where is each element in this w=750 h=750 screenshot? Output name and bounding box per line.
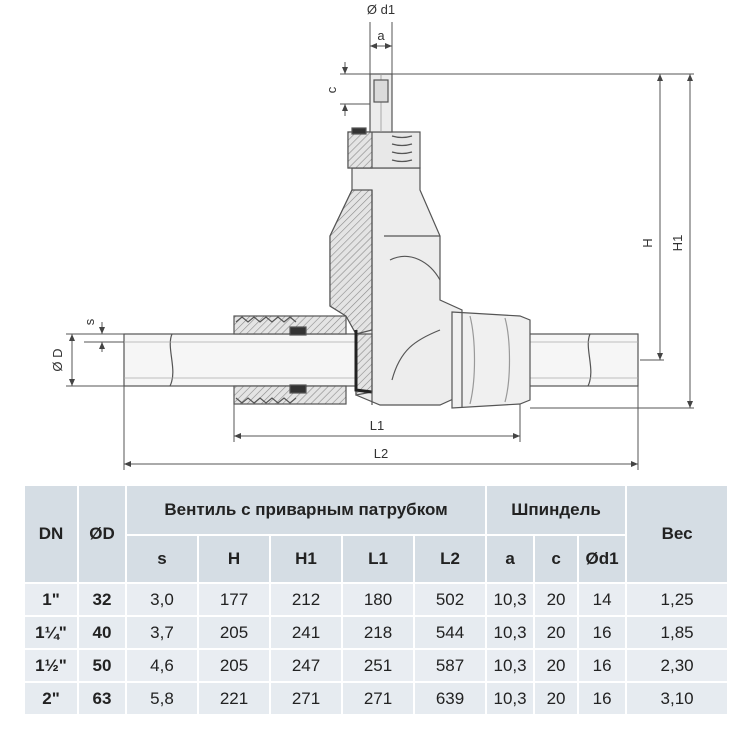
cell-h1: 271	[270, 682, 342, 715]
cell-h: 205	[198, 616, 270, 649]
pipe-right	[520, 334, 638, 386]
header-l2: L2	[414, 535, 486, 583]
cell-c: 20	[534, 682, 578, 715]
cell-s: 3,0	[126, 583, 198, 616]
cell-h1: 247	[270, 649, 342, 682]
label-s: s	[82, 318, 97, 326]
cell-dn: 1"	[24, 583, 78, 616]
header-group-spindle: Шпиндель	[486, 485, 626, 535]
bonnet-threads	[348, 128, 420, 168]
label-d: Ø D	[50, 348, 65, 372]
cell-s: 3,7	[126, 616, 198, 649]
cell-l2: 639	[414, 682, 486, 715]
header-group-valve: Вентиль с приварным патрубком	[126, 485, 486, 535]
cell-a: 10,3	[486, 649, 534, 682]
label-c: c	[324, 86, 339, 94]
header-l1: L1	[342, 535, 414, 583]
cell-c: 20	[534, 583, 578, 616]
label-l1: L1	[369, 418, 385, 433]
cell-od: 40	[78, 616, 126, 649]
label-d1: Ø d1	[366, 2, 396, 17]
cell-l2: 502	[414, 583, 486, 616]
table-row	[24, 616, 728, 649]
cell-h1: 241	[270, 616, 342, 649]
header-c: c	[534, 535, 578, 583]
cell-od: 63	[78, 682, 126, 715]
cell-d1: 16	[578, 616, 626, 649]
cell-weight: 3,10	[626, 682, 728, 715]
label-a: a	[377, 28, 385, 43]
cell-l1: 251	[342, 649, 414, 682]
cell-weight: 1,85	[626, 616, 728, 649]
cell-od: 32	[78, 583, 126, 616]
table-row	[24, 649, 728, 682]
cell-dn: 1¼"	[24, 616, 78, 649]
cell-a: 10,3	[486, 616, 534, 649]
cell-a: 10,3	[486, 682, 534, 715]
cell-l2: 587	[414, 649, 486, 682]
cell-s: 4,6	[126, 649, 198, 682]
label-h1: H1	[670, 234, 685, 252]
cell-h: 177	[198, 583, 270, 616]
header-d1: Ød1	[578, 535, 626, 583]
cell-h: 221	[198, 682, 270, 715]
cell-d1: 14	[578, 583, 626, 616]
cell-c: 20	[534, 616, 578, 649]
header-h: H	[198, 535, 270, 583]
header-h1: H1	[270, 535, 342, 583]
cell-od: 50	[78, 649, 126, 682]
cell-l2: 544	[414, 616, 486, 649]
cell-dn: 2"	[24, 682, 78, 715]
cell-d1: 16	[578, 682, 626, 715]
cell-h1: 212	[270, 583, 342, 616]
cell-a: 10,3	[486, 583, 534, 616]
cell-h: 205	[198, 649, 270, 682]
header-od: ØD	[78, 485, 126, 583]
spec-table	[23, 484, 729, 716]
header-dn: DN	[24, 485, 78, 583]
spindle	[370, 74, 392, 132]
table-row	[24, 583, 728, 616]
table-row	[24, 682, 728, 715]
cell-l1: 180	[342, 583, 414, 616]
cell-s: 5,8	[126, 682, 198, 715]
label-h: H	[640, 238, 655, 248]
cell-weight: 1,25	[626, 583, 728, 616]
cell-l1: 218	[342, 616, 414, 649]
header-weight: Вес	[626, 485, 728, 583]
cell-d1: 16	[578, 649, 626, 682]
label-l2: L2	[373, 446, 389, 461]
cell-c: 20	[534, 649, 578, 682]
coupling-right	[452, 312, 530, 408]
pipe-left	[124, 334, 356, 386]
header-a: a	[486, 535, 534, 583]
cell-dn: 1½"	[24, 649, 78, 682]
header-s: s	[126, 535, 198, 583]
cell-weight: 2,30	[626, 649, 728, 682]
cell-l1: 271	[342, 682, 414, 715]
